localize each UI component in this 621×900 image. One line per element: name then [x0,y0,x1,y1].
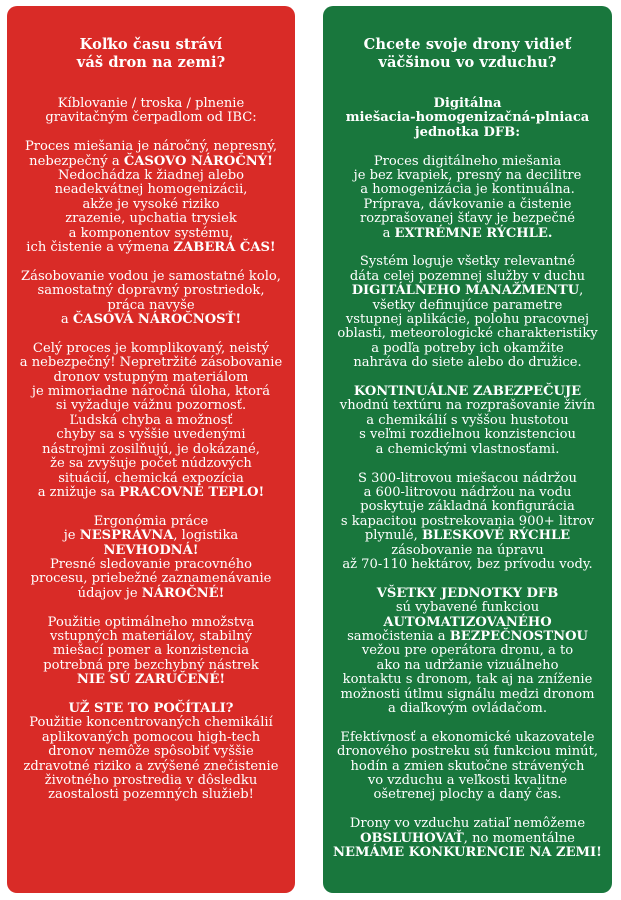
digital-mixing-paragraph: Proces digitálneho miešania je bez kvapiek, presný na decilitre a homogenizácia je kontinuálna. Príprava, dávkovanie a čistenie rozprašovanej šťavy je bezpečné a EXTRÉMNE RÝCHLE. [353,153,582,241]
efficiency-paragraph: Efektívnosť a ekonomické ukazovatele dronového postreku sú funkciou minút, hodín a zmien skutočne strávených vo vzduchu a veľkosti kvalitne ošetrenej plochy a daný čas. [336,729,599,803]
ergonomics-paragraph: Ergonómia práce je NESPRÁVNA, logistika NEVHODNÁ! Presné sledovanie pracovného procesu, priebežné zaznamenávanie údajov je NÁROČNÉ! [30,513,272,601]
solution-panel [323,6,612,893]
solution-panel-content [323,36,612,860]
problem-panel-content [7,36,295,803]
capacity-paragraph: S 300-litrovou miešacou nádržou a 600-litrovou nádržou na vodu poskytuje základná konfigurácia s kapacitou postrekovania 900+ litrov plynulé, BLESKOVÉ RÝCHLE zásobovanie na úpravu až 70-110 hektárov, bez prívodu vody. [340,470,595,572]
logging-paragraph: Systém loguje všetky relevantné dáta celej pozemnej služby v duchu DIGITÁLNEHO MANAŽMENTU, všetky definujúce parametre vstupnej aplikácie, polohu pracovnej oblasti, meteorologické charakteristiky a podľa potreby ich okamžite nahráva do siete alebo do družice. [337,254,598,371]
problem-panel [7,6,295,893]
dfb-unit-heading: Digitálna miešacia-homogenizačná-plniaca jednotka DFB: [345,96,590,140]
calculation-paragraph: UŽ STE TO POČÍTALI? Použitie koncentrovaných chemikálií aplikovaných pomocou high-tech dronov nemôže spôsobiť vyššie zdravotné riziko a zvýšené znečistenie životného prostredia v dôsledku zaostalosti pozemných služieb! [23,700,279,803]
mixing-paragraph: Proces miešania je náročný, nepresný, nebezpečný a ČASOVO NÁROČNÝ! Nedochádza k žiadnej alebo neadekvátnej homogenizácii, akže je vysoké riziko zrazenie, upchatia trysiek a komponentov systému, ich čistenie a výmena ZABERÁ ČAS! [24,139,278,256]
materials-paragraph: Použitie optimálneho množstva vstupných materiálov, stabilný miešací pomer a konzistencia potrebná pre bezchybný nástrek NIE SÚ ZARUČENÉ! [43,614,259,688]
texture-paragraph: KONTINUÁLNE ZABEZPEČUJE vhodnú textúru na rozprašovanie živín a chemikálií s vyššou hustotou s veľmi rozdielnou konzistenciou a chemickými vlastnosťami. [339,384,596,457]
intro-paragraph: Kíblovanie / troska / plnenie gravitačným čerpadlom od IBC: [45,96,257,126]
problem-panel-title: Koľko času stráví váš dron na zemi? [76,36,226,71]
water-supply-paragraph: Zásobovanie vodou je samostatné kolo, samostatný dopravný prostriedok, práca navyše a ČASOVÁ NÁROČNOSŤ! [21,268,281,328]
closing-paragraph: Drony vo vzduchu zatiaľ nemôžeme OBSLUHOVAŤ, no momentálne NEMÁME KONKURENCIE NA ZEMI! [333,816,602,861]
solution-panel-title: Chcete svoje drony vidieť väčšinou vo vzduchu? [363,36,572,71]
process-risk-paragraph: Celý proces je komplikovaný, neistý a nebezpečný! Nepretržité zásobovanie dronov vstupným materiálom je mimoriadne náročná úloha, ktorá si vyžaduje vážnu pozornosť. Ľudská chyba a možnosť chyby sa s vyššie uvedenými nástrojmi zosilňujú, je dokázané, že sa zvyšuje počet núdzových situácií, chemická expozícia a znižuje sa PRACOVNÉ TEPLO! [19,340,283,500]
safety-paragraph: VŠETKY JEDNOTKY DFB sú vybavené funkciou AUTOMATIZOVANÉHO samočistenia a BEZPEČNOSTNOU vežou pre operátora dronu, a to ako na udržanie vizuálneho kontaktu s dronom, tak aj na zníženie možnosti útlmu signálu medzi dronom a diaľkovým ovládačom. [340,585,595,716]
